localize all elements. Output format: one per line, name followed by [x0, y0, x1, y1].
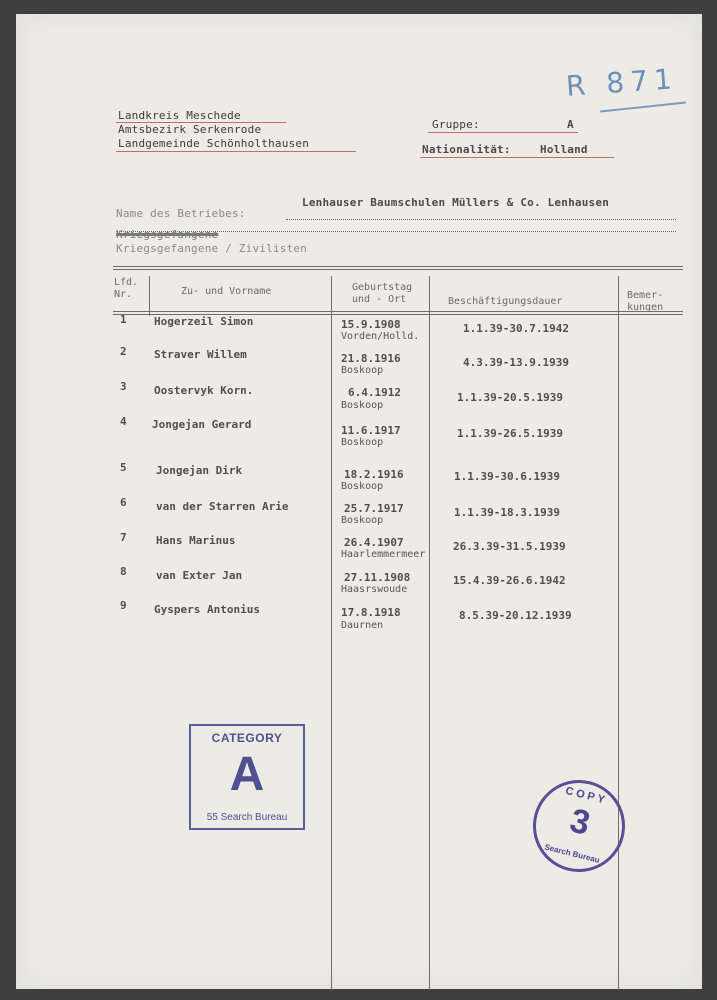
- kategorie-line: Kriegsgefangene / Zivilisten: [116, 242, 308, 255]
- gruppe-value: A: [567, 118, 574, 131]
- nationalitaet-label: Nationalität:: [422, 143, 511, 156]
- nationalitaet-value: Holland: [540, 143, 588, 156]
- struck-text: Kriegsgefangene: [116, 228, 219, 241]
- table-top-rule: [113, 269, 683, 270]
- red-underline: [420, 157, 614, 158]
- dotted-line: [286, 219, 676, 220]
- col-header-nr: Lfd. Nr.: [114, 277, 139, 300]
- copy-stamp-label: COPY: [564, 784, 609, 807]
- landgemeinde-line: Landgemeinde Schönholthausen: [118, 137, 310, 150]
- col-header-bemerkungen: Bemer- kungen: [627, 290, 664, 313]
- red-underline: [428, 132, 578, 133]
- amtsbezirk-line: Amtsbezirk Serkenrode: [118, 123, 262, 136]
- col-header-name: Zu- und Vorname: [181, 286, 272, 297]
- table-top-rule: [113, 266, 683, 267]
- col-header-geburt: Geburtstag und - Ort: [352, 282, 413, 305]
- category-stamp-letter: A: [229, 748, 265, 801]
- category-stamp-title: CATEGORY: [211, 731, 283, 745]
- gruppe-label: Gruppe:: [432, 118, 480, 131]
- col-header-dauer: Beschäftigungsdauer: [448, 296, 563, 307]
- column-divider: [429, 276, 430, 990]
- handwritten-underline: [600, 102, 686, 113]
- copy-stamp-footer: Search Bureau: [543, 842, 601, 865]
- landkreis-line: Landkreis Meschede: [118, 109, 241, 122]
- handwritten-reference: R 871: [564, 62, 679, 103]
- column-divider: [149, 276, 150, 316]
- column-divider: [331, 276, 332, 990]
- category-stamp-footer: 55 Search Bureau: [206, 812, 288, 823]
- header-bottom-rule: [113, 311, 683, 312]
- red-underline: [116, 151, 356, 152]
- betrieb-label: Name des Betriebes:: [116, 207, 246, 220]
- column-divider: [618, 276, 619, 990]
- betrieb-value: Lenhauser Baumschulen Müllers & Co. Lenhausen: [302, 196, 610, 209]
- document-page: R 871 Landkreis Meschede Amtsbezirk Serkenrode Landgemeinde Schönholthausen Gruppe: A Nationalität: Holland Lenhauser Baumschulen Müllers & Co. Lenhausen Name des Betriebes: Kriegsgefangene Kriegsgefangene / Zivilisten Lfd. Nr. Zu- und Vorname Geburtstag und - Ort Beschäftigungsdauer Bemer- kungen 1 Hogerzeil Simon 15.9.1908 Vorden/Holld. 1.1.39-30.7.1942 2 Straver Willem 21.8.1916 Boskoop 4.3.39-13.9.1939 3 Oostervyk Korn. 6.4.1912 Boskoop 1.1.39-20.5.1939 4 Jongejan Gerard 11.6.1917 Boskoop 1.1.39-26.5.1939 5 Jongejan Dirk 18.2.1916 Boskoop 1.1.39-30.6.1939 6 van der Starren Arie 25.7.1917 Boskoop 1.1.39-18.3.1939 7 Hans Marinus 26.4.1907 Haarlemmermeer 26.3.39-31.5.1939 8 van Exter Jan 27.11.1908 Haasrswoude 15.4.39-26.6.1942 9 Gyspers Antonius 17.8.1918 Daurnen 8.5.39-20.12.1939 CATEGORY A 55 Search Bureau COPY 3 Search Bureau: [16, 14, 702, 989]
- category-stamp: [189, 724, 305, 830]
- copy-stamp-number: 3: [566, 801, 594, 843]
